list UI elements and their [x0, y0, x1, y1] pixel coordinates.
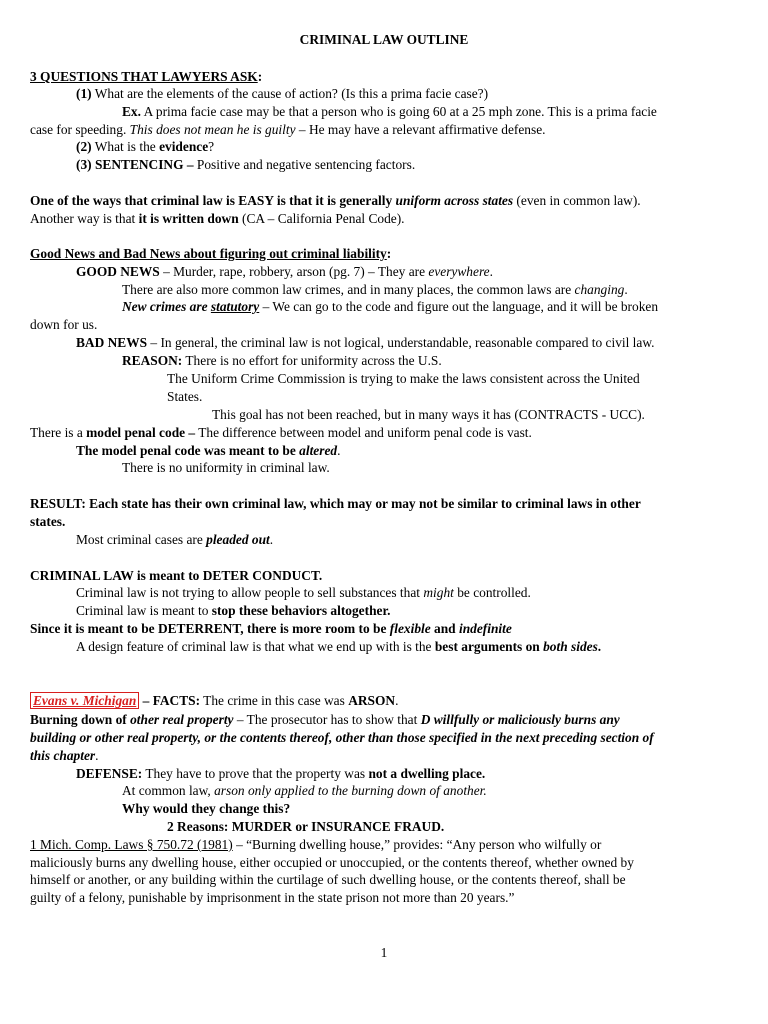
statute-line-2: maliciously burns any dwelling house, either occupied or unoccupied, or the contents thereof, whether owned by	[30, 855, 634, 870]
burning-line-3: this chapter.	[30, 748, 99, 763]
page-number: 1	[380, 945, 388, 960]
bad-news-line: BAD NEWS – In general, the criminal law is not logical, understandable, reasonable compared to civil law.	[76, 335, 655, 350]
statute-line-3: himself or another, or any building within the curtilage of such dwelling house, or the contents thereof, shall be	[30, 872, 626, 887]
question-3: (3) SENTENCING – Positive and negative sentencing factors.	[76, 157, 416, 172]
common-law-line: There are also more common law crimes, and in many places, the common laws are changing.	[122, 282, 628, 297]
new-crimes-line: New crimes are statutory – We can go to the code and figure out the language, and it will be broken	[122, 299, 659, 314]
no-uniformity-line: There is no uniformity in criminal law.	[122, 460, 330, 475]
easy-line-2: Another way is that it is written down (CA – California Penal Code).	[30, 211, 405, 226]
statute-line-4: guilty of a felony, punishable by imprisonment in the state prison not more than 20 years.”	[30, 890, 515, 905]
page-title: CRIMINAL LAW OUTLINE	[299, 32, 469, 47]
model-penal-code-line: There is a model penal code – The difference between model and uniform penal code is vast.	[30, 425, 532, 440]
question-2: (2) What is the evidence?	[76, 139, 215, 154]
pleaded-out-line: Most criminal cases are pleaded out.	[76, 532, 274, 547]
example-line: Ex. A prima facie case may be that a person who is going 60 at a 25 mph zone. This is a prima facie	[122, 104, 657, 119]
case-name-link[interactable]: Evans v. Michigan	[30, 692, 139, 709]
reason-line: REASON: There is no effort for uniformity across the U.S.	[122, 353, 442, 368]
ucc-line-2: States.	[167, 389, 203, 404]
deterrent-line: Since it is meant to be DETERRENT, there is more room to be flexible and indefinite	[30, 621, 512, 636]
result-line-2: states.	[30, 514, 66, 529]
design-feature-line: A design feature of criminal law is that what we end up with is the best arguments on both sides.	[76, 639, 602, 654]
easy-line-1: One of the ways that criminal law is EASY is that it is generally uniform across states (even in common law).	[30, 193, 641, 208]
example-continued: case for speeding. This does not mean he is guilty – He may have a relevant affirmative defense.	[30, 122, 546, 137]
goal-line: This goal has not been reached, but in many ways it has (CONTRACTS - UCC).	[212, 407, 645, 422]
good-news-line: GOOD NEWS – Murder, rape, robbery, arson (pg. 7) – They are everywhere.	[76, 264, 493, 279]
deter-heading: CRIMINAL LAW is meant to DETER CONDUCT.	[30, 568, 323, 583]
why-change-line: Why would they change this?	[122, 801, 291, 816]
case-facts-line: Evans v. Michigan – FACTS: The crime in this case was ARSON.	[30, 692, 740, 709]
ucc-line-1: The Uniform Crime Commission is trying to make the laws consistent across the United	[167, 371, 640, 386]
burning-line-1: Burning down of other real property – The prosecutor has to show that D willfully or maliciously burns any	[30, 712, 620, 727]
burning-line-2: building or other real property, or the contents thereof, other than those specified in the next preceding section of	[30, 730, 654, 745]
common-law-arson-line: At common law, arson only applied to the burning down of another.	[122, 783, 487, 798]
defense-line: DEFENSE: They have to prove that the property was not a dwelling place.	[76, 766, 486, 781]
deter-line-1: Criminal law is not trying to allow people to sell substances that might be controlled.	[76, 585, 531, 600]
two-reasons-line: 2 Reasons: MURDER or INSURANCE FRAUD.	[167, 819, 445, 834]
deter-line-2: Criminal law is meant to stop these behaviors altogether.	[76, 603, 391, 618]
altered-line: The model penal code was meant to be altered.	[76, 443, 341, 458]
result-line-1: RESULT: Each state has their own criminal law, which may or may not be similar to criminal laws in other	[30, 496, 641, 511]
news-heading: Good News and Bad News about figuring out criminal liability:	[30, 246, 392, 261]
new-crimes-continued: down for us.	[30, 317, 98, 332]
statute-line-1: 1 Mich. Comp. Laws § 750.72 (1981) – “Burning dwelling house,” provides: “Any person who wilfully or	[30, 837, 602, 852]
question-1: (1) What are the elements of the cause of action? (Is this a prima facie case?)	[76, 86, 489, 101]
questions-heading: 3 QUESTIONS THAT LAWYERS ASK:	[30, 69, 263, 84]
